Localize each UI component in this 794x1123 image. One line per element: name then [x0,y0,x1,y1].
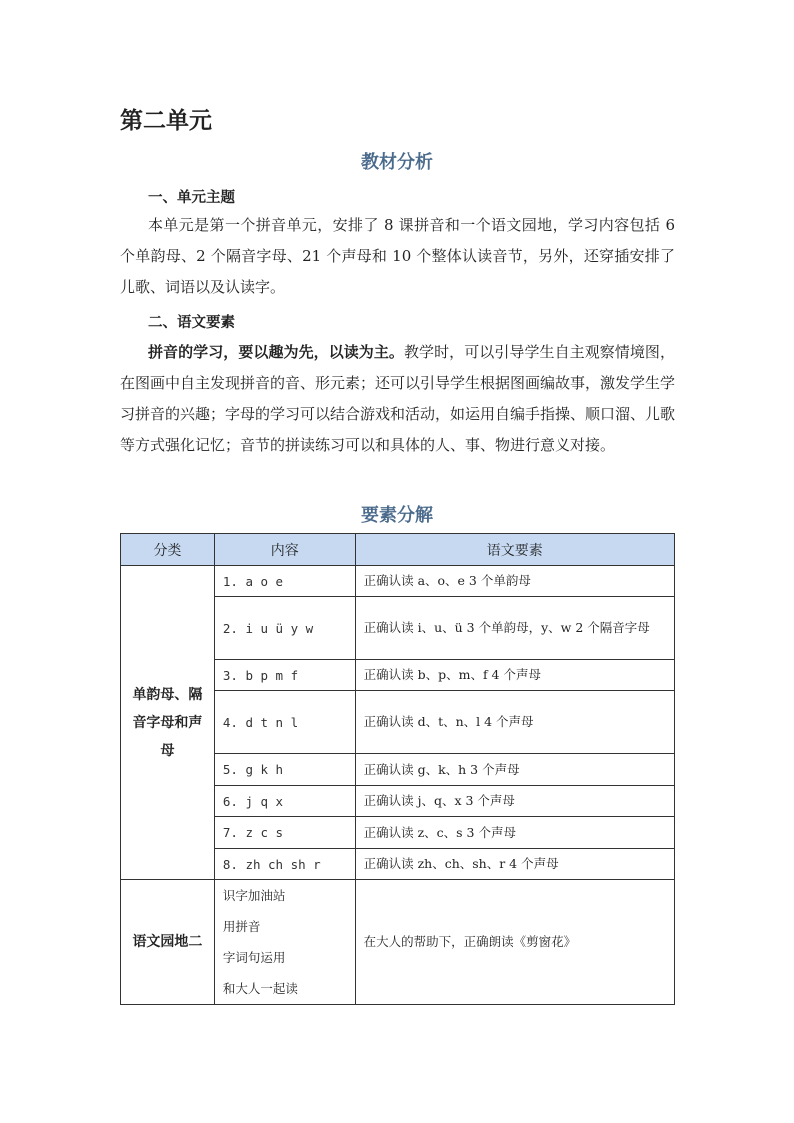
requirement-cell: 正确认读 zh、ch、sh、r 4 个声母 [355,849,674,880]
requirement-cell: 正确认读 b、p、m、f 4 个声母 [355,660,674,691]
requirement-cell: 在大人的帮助下，正确朗读《剪窗花》 [355,880,674,1005]
theme-paragraph: 本单元是第一个拼音单元，安排了 8 课拼音和一个语文园地，学习内容包括 6 个单韵母、2 个隔音字母、21 个声母和 10 个整体认读音节，另外，还穿插安排了儿歌、词语以及认读字。 [120,216,675,296]
category-cell: 语文园地二 [121,880,215,1005]
requirement-cell: 正确认读 g、k、h 3 个声母 [355,754,674,786]
table-header-content: 内容 [214,534,355,566]
content-cell: 2. i u ü y w [214,597,355,660]
page-title: 第二单元 [120,107,212,134]
content-cell: 6. j q x [214,786,355,817]
content-cell: 3. b p m f [214,660,355,691]
requirement-cell: 正确认读 z、c、s 3 个声母 [355,817,674,849]
list-item: 用拼音 [222,919,261,934]
list-item: 字词句运用 [222,950,286,965]
table-row [121,566,675,597]
elements-paragraph [120,337,675,461]
elements-bold-lead: 拼音的学习，要以趣为先，以读为主。 [148,343,404,361]
requirement-cell: 正确认读 d、t、n、l 4 个声母 [355,691,674,754]
requirement-cell: 正确认读 i、u、ü 3 个单韵母，y、w 2 个隔音字母 [355,597,674,660]
heading-language-elements: 二、语文要素 [148,314,235,331]
section-title-analysis: 教材分析 [361,152,433,173]
content-cell: 1. a o e [214,566,355,597]
list-item: 识字加油站 [222,888,286,903]
requirement-cell: 正确认读 j、q、x 3 个声母 [355,786,674,817]
table-header-requirement: 语文要素 [355,534,674,566]
table-header-row [121,534,675,566]
content-cell [214,880,355,1005]
requirement-cell: 正确认读 a、o、e 3 个单韵母 [355,566,674,597]
elements-body: 教学时，可以引导学生自主观察情境图，在图画中自主发现拼音的音、形元素；还可以引导学生根据图画编故事，激发学生学习拼音的兴趣；字母的学习可以结合游戏和活动，如运用自编手指操、顺口溜、儿歌等方式强化记忆；音节的拼读练习可以和具体的人、事、物进行意义对接。 [120,343,676,454]
content-cell: 4. d t n l [214,691,355,754]
table-header-category: 分类 [121,534,215,566]
category-cell: 单韵母、隔音字母和声母 [121,566,215,880]
content-cell: 8. zh ch sh r [214,849,355,880]
section-title-breakdown: 要素分解 [361,505,433,526]
content-cell: 7. z c s [214,817,355,849]
table-row [121,880,675,1005]
list-item: 和大人一起读 [222,981,298,996]
elements-table [120,533,675,1005]
content-cell: 5. g k h [214,754,355,786]
heading-unit-theme: 一、单元主题 [148,189,235,206]
